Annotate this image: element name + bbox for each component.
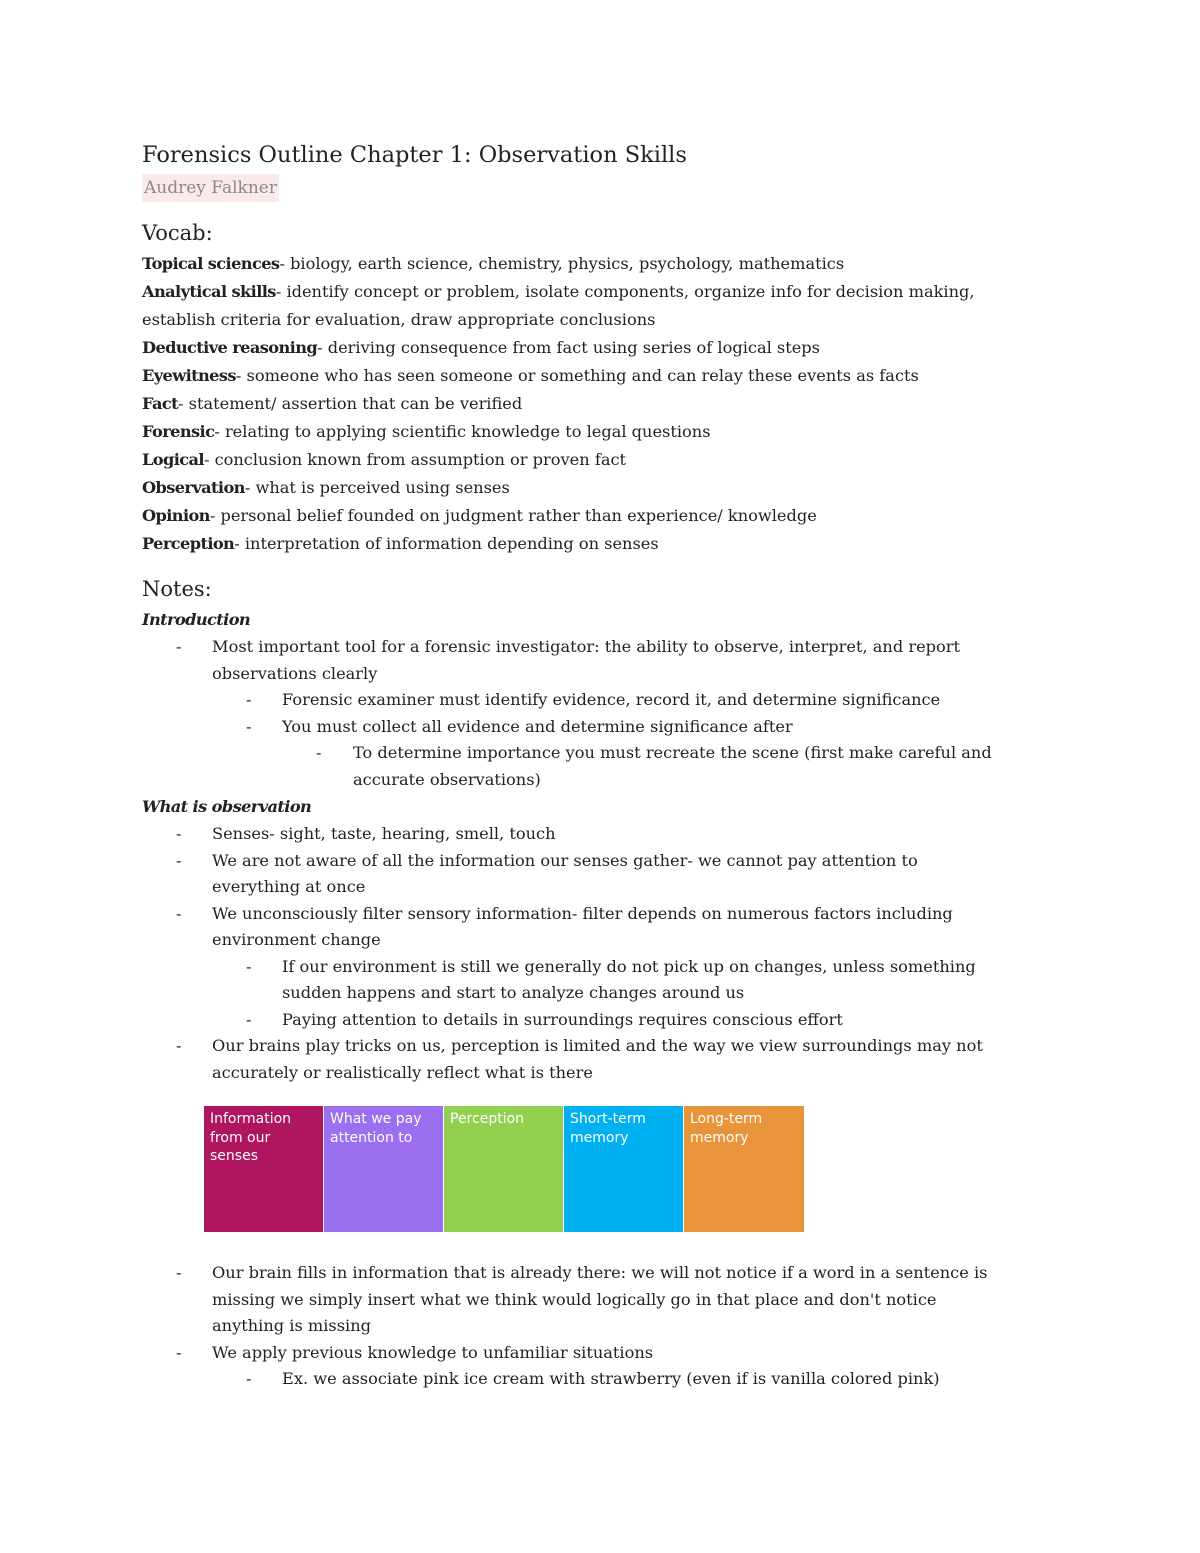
introduction-heading: Introduction [142, 610, 251, 629]
bullet-text: Forensic examiner must identify evidence, record it, and determine significance [282, 690, 941, 709]
vocab-term: Opinion [142, 506, 210, 525]
perception-process-diagram [204, 1106, 808, 1232]
box-label-line: Long-term [690, 1111, 763, 1127]
bullet-item [142, 1260, 1062, 1340]
vocab-definition: - relating to applying scientific knowledge to legal questions [214, 422, 711, 441]
bullet-text-continued: accurately or realistically reflect what is there [212, 1062, 593, 1082]
vocab-item [142, 362, 1062, 390]
diagram-box-information [204, 1106, 324, 1232]
diagram-box-short-term-memory [564, 1106, 684, 1232]
vocab-term: Logical [142, 450, 204, 469]
bullet-text: Our brains play tricks on us, perception is limited and the way we view surroundings may not [212, 1036, 983, 1055]
bullet-text-continued: sudden happens and start to analyze changes around us [282, 983, 745, 1002]
bullet-item [142, 634, 1062, 687]
bullet-text: Our brain fills in information that is already there: we will not notice if a word in a sentence is [212, 1263, 988, 1282]
box-label-line: from our [210, 1129, 271, 1146]
dash-marker: - [246, 716, 252, 736]
box-label-line: What we pay [330, 1111, 422, 1127]
dash-marker: - [176, 903, 182, 923]
bullet-item [142, 714, 1062, 741]
vocab-item [142, 530, 1062, 558]
vocab-term: Analytical skills [142, 282, 276, 301]
bullet-text-continued: missing we simply insert what we think would logically go in that place and don't notice [212, 1289, 937, 1309]
bullet-text: You must collect all evidence and determine significance after [282, 716, 793, 736]
box-label-line: Short-term [570, 1111, 646, 1127]
box-label-line: Perception [450, 1111, 525, 1127]
vocab-definition: - biology, earth science, chemistry, physics, psychology, mathematics [279, 254, 845, 273]
diagram-box-long-term-memory [684, 1106, 804, 1232]
bullet-text: Paying attention to details in surroundings requires conscious effort [282, 1009, 843, 1029]
vocab-item [142, 474, 1062, 502]
vocab-definition: - interpretation of information depending on senses [234, 534, 659, 553]
box-label-line: Information [210, 1111, 292, 1127]
dash-marker: - [246, 956, 252, 976]
dash-marker: - [246, 1369, 252, 1388]
bullet-text: We unconsciously filter sensory information- filter depends on numerous factors including [212, 903, 953, 923]
vocab-definition: - identify concept or problem, isolate components, organize info for decision making, [275, 282, 975, 301]
vocab-item [142, 418, 1062, 446]
bullet-text-continued: observations clearly [212, 663, 378, 683]
bullet-item [142, 821, 1062, 848]
bullet-item [142, 687, 1062, 714]
observation-heading: What is observation [142, 797, 312, 816]
bullet-item [142, 848, 1062, 901]
vocab-term: Eyewitness [142, 366, 236, 385]
vocab-term: Observation [142, 478, 245, 497]
vocab-definition-continued: establish criteria for evaluation, draw appropriate conclusions [142, 310, 656, 329]
bullet-text: If our environment is still we generally do not pick up on changes, unless something [282, 956, 976, 976]
bullet-item [142, 1366, 1062, 1393]
dash-marker: - [176, 1263, 182, 1282]
bullet-item [142, 1007, 1062, 1034]
bullet-text-continued: accurate observations) [353, 769, 541, 789]
vocab-definition: - deriving consequence from fact using series of logical steps [317, 338, 820, 357]
dash-marker: - [316, 743, 322, 762]
vocab-term: Perception [142, 534, 235, 553]
vocab-definition: - conclusion known from assumption or proven fact [203, 450, 627, 469]
bullet-item [142, 740, 1062, 793]
author-name: Audrey Falkner [142, 174, 279, 202]
vocab-definition: - personal belief founded on judgment rather than experience/ knowledge [209, 506, 817, 525]
vocab-item [142, 278, 1062, 306]
dash-marker: - [176, 1342, 182, 1362]
bullet-text: Ex. we associate pink ice cream with strawberry (even if is vanilla colored pink) [282, 1369, 940, 1388]
dash-marker: - [176, 1036, 182, 1055]
bullet-text-continued: everything at once [212, 877, 366, 896]
dash-marker: - [176, 824, 182, 843]
bullet-text: Most important tool for a forensic investigator: the ability to observe, interpret, and report [212, 637, 961, 656]
vocab-heading: Vocab: [142, 221, 213, 245]
bullet-text: We apply previous knowledge to unfamiliar situations [212, 1342, 654, 1362]
vocab-definition: - statement/ assertion that can be verified [178, 394, 523, 413]
bullet-text: We are not aware of all the information our senses gather- we cannot pay attention to [212, 850, 918, 870]
box-label-line: senses [210, 1148, 258, 1164]
bullet-text-continued: anything is missing [212, 1316, 371, 1335]
vocab-term: Topical sciences [142, 254, 280, 273]
bullet-text: To determine importance you must recreate the scene (first make careful and [353, 743, 992, 762]
diagram-box-attention [324, 1106, 444, 1232]
vocab-item [142, 334, 1062, 362]
document-title: Forensics Outline Chapter 1: Observation Skills [142, 142, 687, 168]
dash-marker: - [246, 690, 252, 709]
bullet-text: Senses- sight, taste, hearing, smell, touch [212, 824, 556, 843]
document-page [142, 138, 1062, 1393]
vocab-item [142, 390, 1062, 418]
notes-heading: Notes: [142, 577, 212, 601]
dash-marker: - [176, 850, 182, 870]
diagram-box-perception [444, 1106, 564, 1232]
bullet-item [142, 901, 1062, 954]
dash-marker: - [176, 637, 182, 656]
vocab-item [142, 446, 1062, 474]
vocab-term: Forensic [142, 422, 215, 441]
bullet-text-continued: environment change [212, 930, 381, 949]
vocab-item [142, 502, 1062, 530]
box-label-line: memory [570, 1129, 629, 1146]
vocab-term: Deductive reasoning [142, 338, 318, 357]
dash-marker: - [246, 1009, 252, 1029]
box-label-line: attention to [330, 1129, 413, 1146]
vocab-list [142, 250, 1062, 558]
vocab-term: Fact [142, 394, 179, 413]
bullet-item [142, 954, 1062, 1007]
box-label-line: memory [690, 1129, 749, 1146]
vocab-definition: - someone who has seen someone or something and can relay these events as facts [235, 366, 919, 385]
vocab-item [142, 250, 1062, 278]
bullet-item [142, 1033, 1062, 1086]
bullet-item [142, 1340, 1062, 1367]
vocab-definition: - what is perceived using senses [244, 478, 510, 497]
